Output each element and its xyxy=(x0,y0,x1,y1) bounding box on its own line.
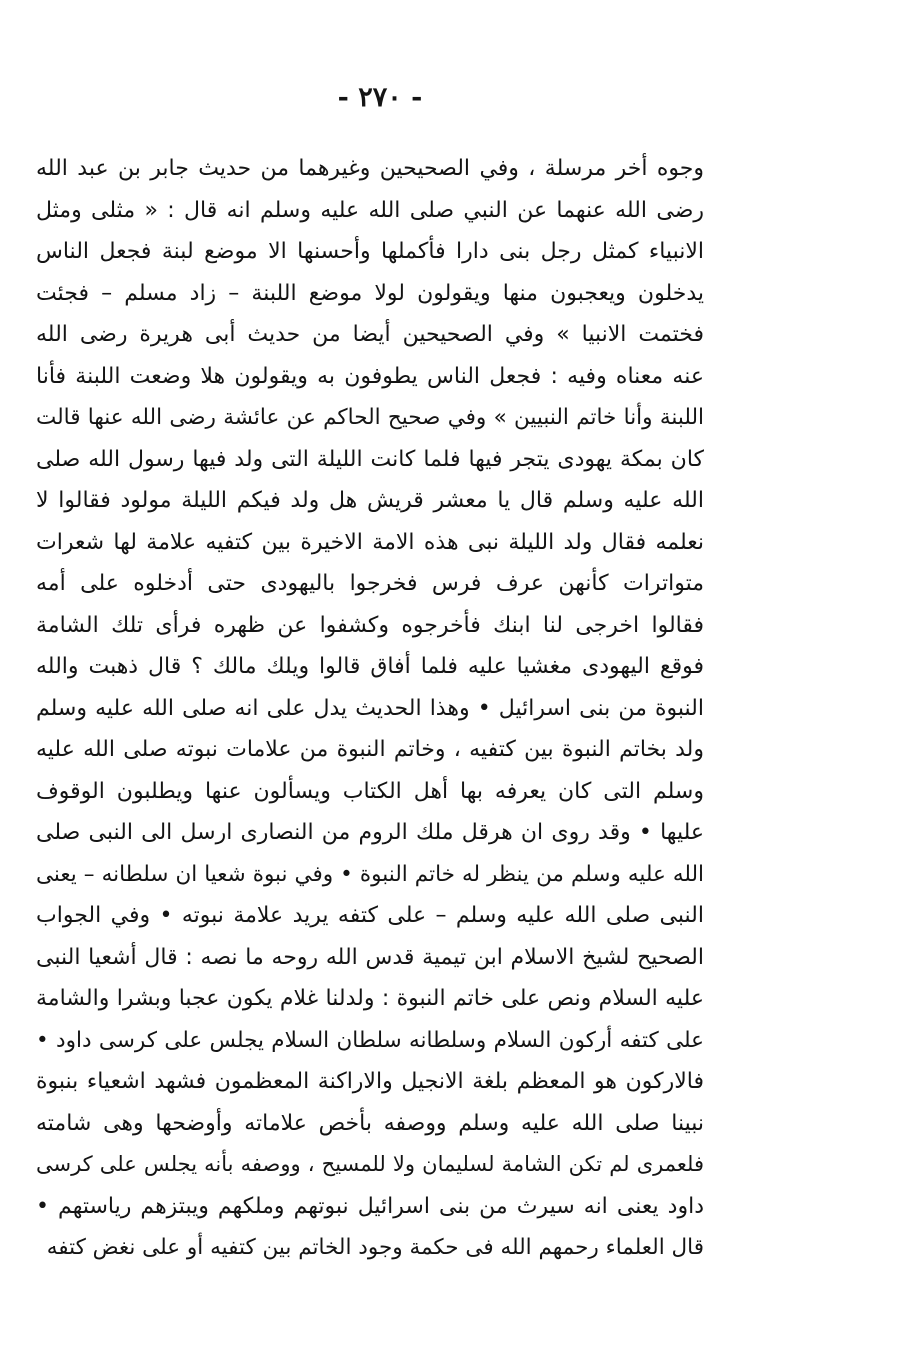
text-line: عنه معناه وفيه : فجعل الناس يطوفون به ويقولون هلا وضعت اللبنة فأنا xyxy=(36,363,704,389)
text-line: النبى صلى الله عليه وسلم – على كتفه يريد علامة نبوته • وفي الجواب xyxy=(36,903,704,928)
text-line: عليها • وقد روى ان هرقل ملك الروم من النصارى ارسل الى النبى صلى xyxy=(36,820,704,845)
text-line: نعلمه فقال ولد الليلة نبى هذه الامة الاخيرة بين كتفيه علامة لها شعرات xyxy=(36,529,704,555)
text-line: فلعمرى لم تكن الشامة لسليمان ولا للمسيح ، ووصفه بأنه يجلس على كرسى xyxy=(36,1152,704,1176)
text-line: فقالوا اخرجى لنا ابنك فأخرجوه وكشفوا عن ظهره فرأى تلك الشامة xyxy=(36,612,704,638)
text-line: فالاركون هو المعظم بلغة الانجيل والاراكنة المعظمون فشهد اشعياء بنبوة xyxy=(36,1069,704,1094)
text-line: عليه السلام ونص على خاتم النبوة : ولدلنا غلام يكون عجبا وبشرا والشامة xyxy=(36,986,704,1011)
text-line: داود يعنى انه سيرث من بنى اسرائيل نبوتهم وملكهم ويبتزهم رياستهم • xyxy=(36,1193,704,1219)
text-line: على كتفه أركون السلام وسلطانه سلطان السلام يجلس على كرسى داود • xyxy=(36,1027,704,1053)
text-line: كان بمكة يهودى يتجر فيها فلما كانت الليلة التى ولد فيها رسول الله صلى xyxy=(36,446,704,472)
text-line: الله عليه وسلم من ينظر له خاتم النبوة • وفي نبوة شعيا ان سلطانه – يعنى xyxy=(36,861,704,887)
text-line: يدخلون ويعجبون منها ويقولون لولا موضع اللبنة – زاد مسلم – فجئت xyxy=(36,280,704,306)
text-line: الانبياء كمثل رجل بنى دارا فأكملها وأحسنها الا موضع لبنة فجعل الناس xyxy=(36,239,704,264)
text-line: الصحيح لشيخ الاسلام ابن تيمية قدس الله روحه ما نصه : قال أشعيا النبى xyxy=(36,944,704,970)
text-line: ولد بخاتم النبوة بين كتفيه ، وخاتم النبوة من علامات نبوته صلى الله عليه xyxy=(36,737,704,762)
text-line: النبوة من بنى اسرائيل • وهذا الحديث يدل على انه صلى الله عليه وسلم xyxy=(36,695,704,721)
text-line: رضى الله عنهما عن النبي صلى الله عليه وسلم انه قال : « مثلى ومثل xyxy=(36,197,704,223)
text-line: وجوه أخر مرسلة ، وفي الصحيحين وغيرهما من حديث جابر بن عبد الله xyxy=(36,156,704,181)
text-line: نبينا صلى الله عليه وسلم ووصفه بأخص علاماته وأوضحها وهى شامته xyxy=(36,1110,704,1136)
text-line: وسلم التى كان يعرفه بها أهل الكتاب ويسألون عنها ويطلبون الوقوف xyxy=(36,778,704,804)
body-text xyxy=(36,148,704,1269)
text-line: فختمت الانبيا » وفي الصحيحين أيضا من حديث أبى هريرة رضى الله xyxy=(36,322,704,347)
text-line: قال العلماء رحمهم الله فى حكمة وجود الخاتم بين كتفيه أو على نغض كتفه xyxy=(46,1235,704,1260)
text-line: متواترات كأنهن عرف فرس فخرجوا باليهودى حتى أدخلوه على أمه xyxy=(36,571,704,596)
page-number: - ٢٧٠ - xyxy=(337,82,423,113)
text-line: اللبنة وأنا خاتم النبيين » وفي صحيح الحاكم عن عائشة رضى الله عنها قالت xyxy=(36,405,704,430)
text-line: الله عليه وسلم قال يا معشر قريش هل ولد فيكم الليلة مولود فقالوا لا xyxy=(36,488,704,513)
text-line: فوقع اليهودى مغشيا عليه فلما أفاق قالوا ويلك مالك ؟ قال ذهبت والله xyxy=(36,654,704,679)
